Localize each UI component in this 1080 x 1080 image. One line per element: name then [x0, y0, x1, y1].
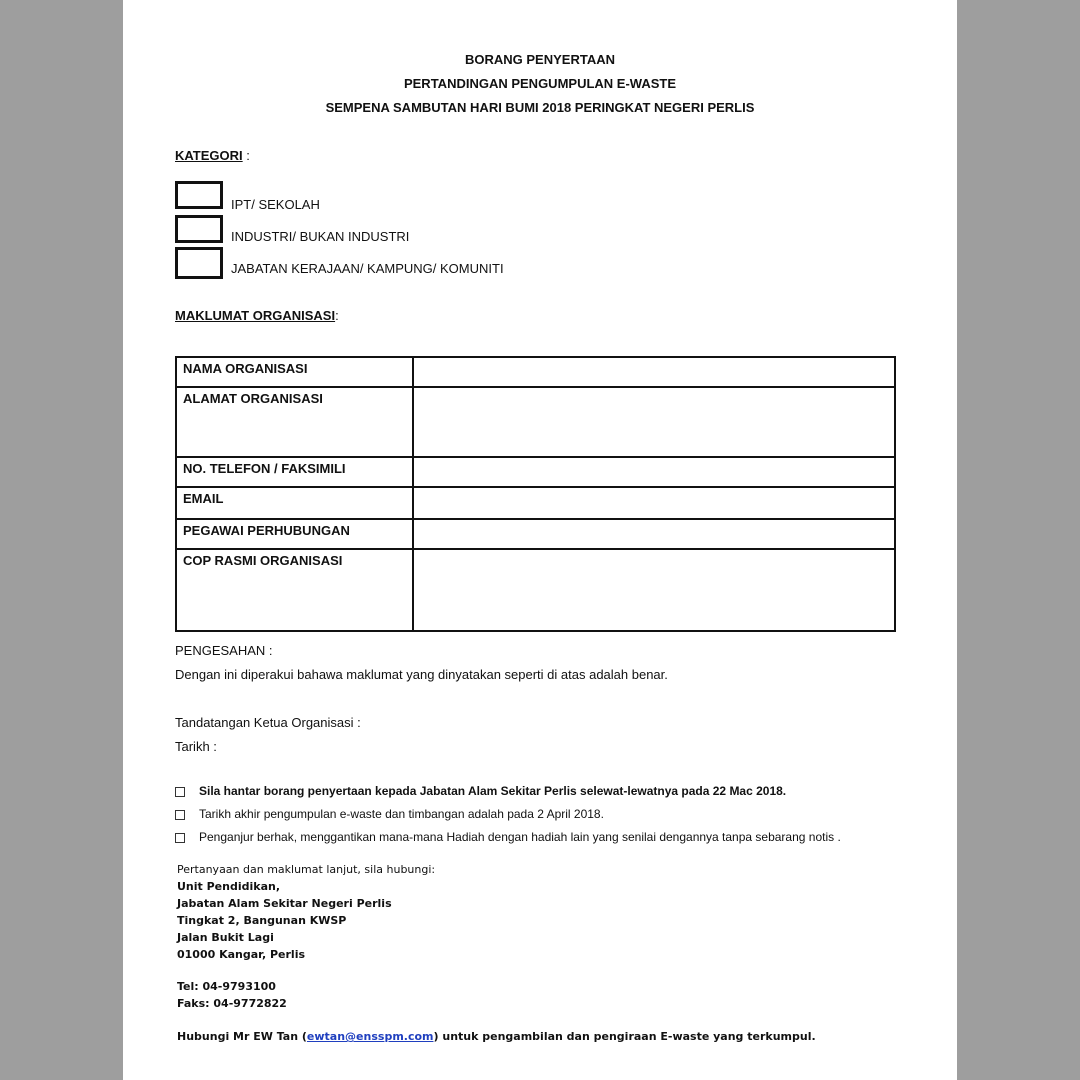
note-item: Tarikh akhir pengumpulan e-waste dan timbangan adalah pada 2 April 2018.: [175, 807, 604, 821]
bullet-icon: [175, 833, 185, 843]
declaration-statement: Dengan ini diperakui bahawa maklumat yang dinyatakan seperti di atas adalah benar.: [175, 667, 668, 682]
row-label-alamat: ALAMAT ORGANISASI: [176, 387, 413, 457]
checkbox-industri[interactable]: [175, 215, 223, 243]
table-row: [176, 519, 895, 549]
checkbox-ipt-sekolah[interactable]: [175, 181, 223, 209]
table-row: [176, 549, 895, 631]
form-title: BORANG PENYERTAAN: [465, 52, 615, 67]
checkbox-jabatan-kerajaan[interactable]: [175, 247, 223, 279]
field-alamat-organisasi[interactable]: [413, 387, 895, 457]
address-line: Jabatan Alam Sekitar Negeri Perlis: [177, 897, 392, 910]
table-row: [176, 487, 895, 519]
address-line: 01000 Kangar, Perlis: [177, 948, 306, 961]
field-pegawai-perhubungan[interactable]: [413, 519, 895, 549]
table-row: [176, 457, 895, 487]
table-row: [176, 357, 895, 387]
note-item: Sila hantar borang penyertaan kepada Jabatan Alam Sekitar Perlis selewat-lewatnya pada 22 Mac 2018.: [175, 784, 786, 798]
row-label-cop: COP RASMI ORGANISASI: [176, 549, 413, 631]
maklumat-heading: MAKLUMAT ORGANISASI:: [175, 308, 339, 323]
row-label-telefon: NO. TELEFON / FAKSIMILI: [176, 457, 413, 487]
address-line: Jalan Bukit Lagi: [177, 931, 274, 944]
signature-label: Tandatangan Ketua Organisasi :: [175, 715, 361, 730]
contact-tel: Tel: 04-9793100: [177, 980, 276, 993]
option-label-jabatan-kerajaan: JABATAN KERAJAAN/ KAMPUNG/ KOMUNITI: [231, 261, 504, 276]
row-label-email: EMAIL: [176, 487, 413, 519]
row-label-pegawai: PEGAWAI PERHUBUNGAN: [176, 519, 413, 549]
date-label: Tarikh :: [175, 739, 217, 754]
form-page: [123, 0, 957, 1080]
bullet-icon: [175, 787, 185, 797]
option-label-industri: INDUSTRI/ BUKAN INDUSTRI: [231, 229, 410, 244]
field-cop-rasmi[interactable]: [413, 549, 895, 631]
field-email[interactable]: [413, 487, 895, 519]
option-label-ipt-sekolah: IPT/ SEKOLAH: [231, 197, 320, 212]
note-item: Penganjur berhak, menggantikan mana-mana Hadiah dengan hadiah lain yang senilai dengannya tanpa sebarang notis .: [175, 830, 841, 844]
address-line: Tingkat 2, Bangunan KWSP: [177, 914, 347, 927]
field-telefon-faksimili[interactable]: [413, 457, 895, 487]
address-line: Unit Pendidikan,: [177, 880, 281, 893]
row-label-nama: NAMA ORGANISASI: [176, 357, 413, 387]
contact-faks: Faks: 04-9772822: [177, 997, 287, 1010]
bullet-icon: [175, 810, 185, 820]
table-row: [176, 387, 895, 457]
kategori-heading: KATEGORI :: [175, 148, 250, 163]
event-subtitle: SEMPENA SAMBUTAN HARI BUMI 2018 PERINGKAT NEGERI PERLIS: [325, 100, 755, 115]
organization-info-table: [175, 356, 896, 632]
contact-footer: Hubungi Mr EW Tan (ewtan@ensspm.com) untuk pengambilan dan pengiraan E-waste yang terkumpul.: [177, 1030, 816, 1043]
field-nama-organisasi[interactable]: [413, 357, 895, 387]
contact-intro: Pertanyaan dan maklumat lanjut, sila hubungi:: [177, 863, 436, 876]
email-link[interactable]: ewtan@ensspm.com: [306, 1030, 434, 1043]
competition-title: PERTANDINGAN PENGUMPULAN E-WASTE: [403, 76, 677, 91]
pengesahan-heading: PENGESAHAN :: [175, 643, 273, 658]
